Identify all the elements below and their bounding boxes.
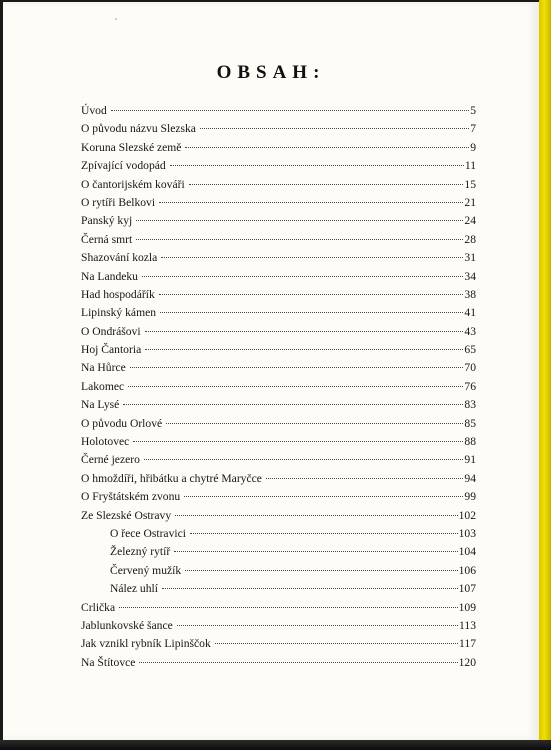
toc-entry: [81, 361, 476, 379]
toc-entry: [81, 417, 476, 435]
toc-entry-page-number: 99: [464, 490, 476, 504]
toc-entry: [81, 343, 476, 361]
dot-leader: [136, 239, 463, 240]
toc-entry: [81, 637, 476, 655]
dot-leader: [215, 643, 458, 644]
toc-entry: [81, 159, 476, 177]
toc-entry-title: Zpívající vodopád: [81, 159, 166, 173]
toc-entry: [81, 527, 476, 545]
toc-entry-page-number: 70: [464, 361, 476, 375]
toc-entry-page-number: 11: [464, 159, 476, 173]
toc-entry-page-number: 65: [464, 343, 476, 357]
book-cover-edge: [539, 0, 551, 750]
toc-entry-title: O původu názvu Slezska: [81, 122, 196, 136]
scan-background: [0, 740, 551, 750]
book-page: [3, 2, 539, 740]
toc-entry-page-number: 109: [458, 600, 476, 614]
toc-entry-title: O čantorijském kováři: [81, 177, 185, 191]
toc-entry-page-number: 106: [458, 563, 476, 577]
toc-entry-title: Crlička: [81, 600, 116, 614]
toc-entry: [81, 104, 476, 122]
toc-entry-page-number: 107: [458, 582, 476, 596]
toc-entry: [81, 196, 476, 214]
toc-entry-title: Černé jezero: [81, 453, 140, 467]
toc-entry-title: Panský kyj: [81, 214, 133, 228]
toc-entry: [81, 601, 476, 619]
toc-entry-title: Na Štítovce: [81, 655, 136, 669]
dot-leader: [111, 110, 469, 111]
dot-leader: [166, 423, 463, 424]
dot-leader: [145, 349, 463, 350]
dot-leader: [174, 551, 457, 552]
paper-speck: [115, 18, 117, 20]
toc-entry-title: O Fryštátském zvonu: [81, 490, 181, 504]
toc-entry: [81, 509, 476, 527]
toc-entry-page-number: 24: [464, 214, 476, 228]
toc-entry: [81, 472, 476, 490]
toc-entry-page-number: 104: [458, 545, 476, 559]
toc-entry-page-number: 88: [464, 435, 476, 449]
dot-leader: [200, 128, 469, 129]
toc-entry-page-number: 83: [464, 398, 476, 412]
toc-entry-title: Had hospodářík: [81, 287, 155, 301]
toc-entry: [81, 435, 476, 453]
dot-leader: [190, 533, 458, 534]
toc-entry-title: Lakomec: [81, 379, 125, 393]
toc-entry-title: Železný rytíř: [110, 545, 171, 559]
toc-entry-page-number: 91: [464, 453, 476, 467]
dot-leader: [130, 367, 464, 368]
toc-entry: [81, 398, 476, 416]
dot-leader: [185, 147, 469, 148]
toc-entry: [81, 453, 476, 471]
dot-leader: [189, 184, 464, 185]
toc-entry-title: Ze Slezské Ostravy: [81, 508, 172, 522]
dot-leader: [144, 459, 464, 460]
dot-leader: [170, 165, 464, 166]
toc-entry: [81, 251, 476, 269]
table-of-contents: [81, 104, 476, 674]
dot-leader: [159, 294, 464, 295]
dot-leader: [162, 588, 458, 589]
dot-leader: [266, 478, 463, 479]
toc-entry-title: Červený mužík: [110, 563, 182, 577]
dot-leader: [177, 625, 458, 626]
toc-entry: [81, 564, 476, 582]
toc-entry-page-number: 85: [464, 416, 476, 430]
toc-entry-title: O rytíři Belkovi: [81, 195, 156, 209]
dot-leader: [128, 386, 463, 387]
dot-leader: [160, 312, 463, 313]
dot-leader: [159, 202, 463, 203]
toc-entry-page-number: 38: [464, 287, 476, 301]
toc-entry-page-number: 43: [464, 324, 476, 338]
toc-entry-title: O řece Ostravici: [110, 526, 186, 540]
toc-entry-page-number: 94: [464, 471, 476, 485]
toc-entry-title: Holotovec: [81, 435, 130, 449]
page-title: OBSAH:: [216, 62, 326, 83]
toc-entry-page-number: 113: [459, 618, 476, 632]
toc-entry: [81, 288, 476, 306]
toc-entry: [81, 214, 476, 232]
toc-entry-page-number: 120: [458, 655, 476, 669]
toc-entry-title: Jablunkovské šance: [81, 618, 173, 632]
toc-entry-page-number: 7: [470, 122, 476, 136]
toc-entry: [81, 306, 476, 324]
toc-entry: [81, 141, 476, 159]
toc-entry-page-number: 5: [470, 104, 476, 117]
toc-entry-title: Černá smrt: [81, 232, 133, 246]
toc-entry-title: Na Lysé: [81, 398, 120, 412]
dot-leader: [161, 257, 463, 258]
toc-entry-title: Jak vznikl rybník Lipinščok: [81, 637, 211, 651]
toc-entry-page-number: 15: [464, 177, 476, 191]
toc-entry: [81, 178, 476, 196]
toc-entry: [81, 619, 476, 637]
toc-entry-title: Nález uhlí: [110, 582, 158, 596]
toc-entry-title: Lipinský kámen: [81, 306, 157, 320]
dot-leader: [136, 220, 463, 221]
toc-entry-page-number: 31: [464, 251, 476, 265]
toc-entry-page-number: 9: [470, 140, 476, 154]
toc-entry: [81, 490, 476, 508]
toc-entry-title: Na Hůrce: [81, 361, 126, 375]
toc-entry-title: O Ondrášovi: [81, 324, 141, 338]
toc-entry-page-number: 34: [464, 269, 476, 283]
toc-entry-page-number: 76: [464, 379, 476, 393]
toc-entry: [81, 122, 476, 140]
toc-entry: [81, 380, 476, 398]
dot-leader: [139, 662, 457, 663]
toc-entry-title: Hoj Čantoria: [81, 343, 142, 357]
toc-entry: [81, 545, 476, 563]
toc-entry-page-number: 102: [458, 508, 476, 522]
toc-entry-page-number: 103: [458, 526, 476, 540]
toc-entry-title: O hmoždíři, hřibátku a chytré Maryčce: [81, 471, 262, 485]
toc-entry-title: O původu Orlové: [81, 416, 163, 430]
dot-leader: [184, 496, 463, 497]
toc-entry: [81, 582, 476, 600]
dot-leader: [142, 276, 463, 277]
toc-entry: [81, 233, 476, 251]
dot-leader: [119, 607, 457, 608]
toc-entry-title: Na Landeku: [81, 269, 138, 283]
toc-entry-page-number: 21: [464, 195, 476, 209]
toc-entry-title: Úvod: [81, 104, 107, 117]
dot-leader: [133, 441, 463, 442]
toc-entry: [81, 656, 476, 674]
toc-entry: [81, 325, 476, 343]
toc-entry-page-number: 28: [464, 232, 476, 246]
toc-entry-page-number: 41: [464, 306, 476, 320]
toc-entry: [81, 270, 476, 288]
dot-leader: [175, 515, 457, 516]
dot-leader: [145, 331, 464, 332]
dot-leader: [185, 570, 457, 571]
dot-leader: [123, 404, 463, 405]
toc-entry-title: Koruna Slezské země: [81, 140, 182, 154]
toc-entry-page-number: 117: [459, 637, 476, 651]
toc-entry-title: Shazování kozla: [81, 251, 158, 265]
